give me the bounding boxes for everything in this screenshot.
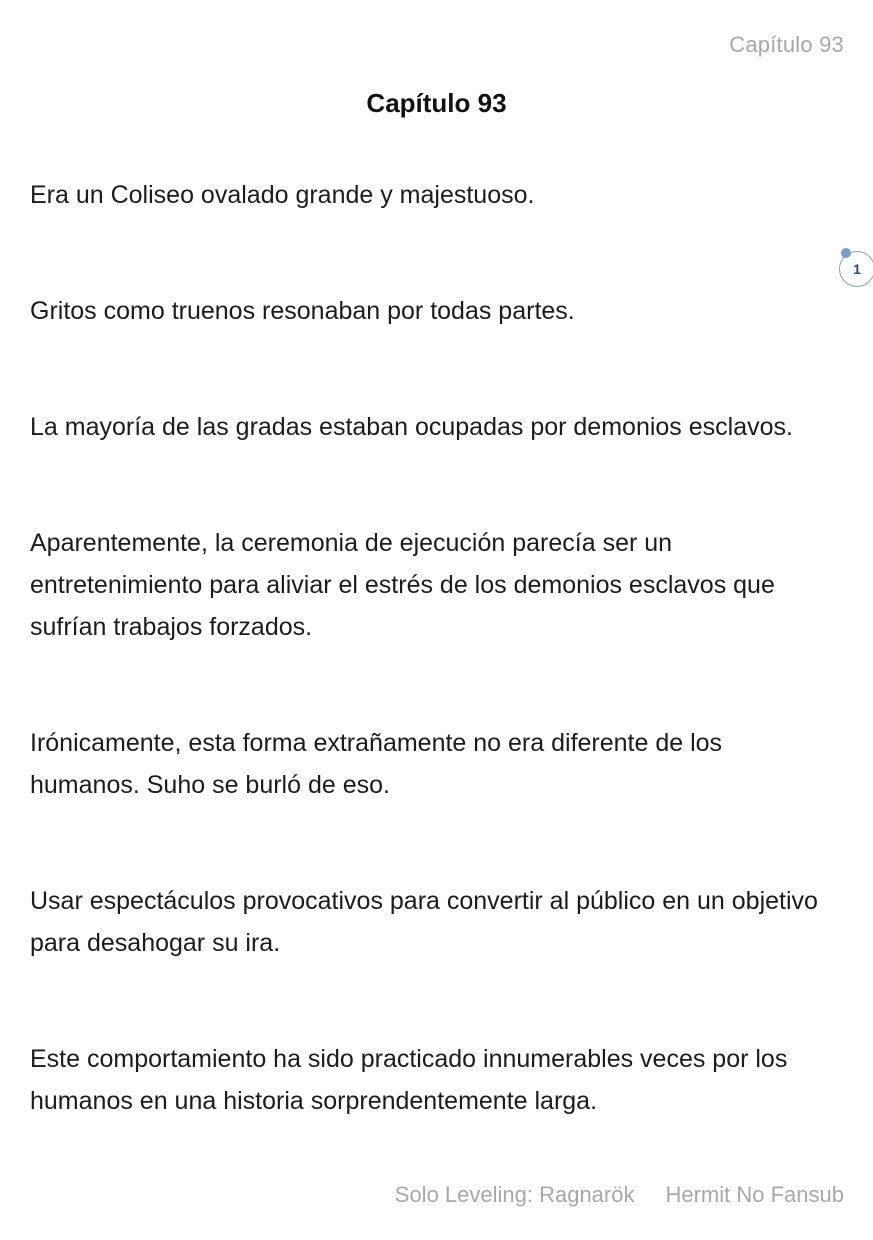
page-footer [395, 1182, 844, 1208]
annotation-count-badge[interactable]: 1 [839, 251, 873, 287]
paragraph: Era un Coliseo ovalado grande y majestuoso. [30, 181, 535, 209]
chapter-title: Capítulo 93 [366, 88, 507, 118]
running-header: Capítulo 93 [729, 32, 844, 57]
footer-translator: Hermit No Fansub [665, 1182, 844, 1207]
paragraph: Usar espectáculos provocativos para convertir al público en un objetivo para desahogar su ira. [30, 887, 818, 957]
paragraph: Este comportamiento ha sido practicado innumerables veces por los humanos en una historia sorprendentemente larga. [30, 1045, 788, 1115]
annotation-dot-icon [841, 248, 851, 258]
paragraph: La mayoría de las gradas estaban ocupadas por demonios esclavos. [30, 413, 793, 441]
paragraph: Irónicamente, esta forma extrañamente no era diferente de los humanos. Suho se burló de eso. [30, 729, 723, 799]
footer-book-title: Solo Leveling: Ragnarök [394, 1182, 635, 1207]
chapter-body [30, 174, 830, 1122]
paragraph: Gritos como truenos resonaban por todas partes. [30, 297, 575, 325]
paragraph: Aparentemente, la ceremonia de ejecución parecía ser un entretenimiento para aliviar el estrés de los demonios esclavos que sufrían trabajos forzados. [30, 529, 775, 641]
